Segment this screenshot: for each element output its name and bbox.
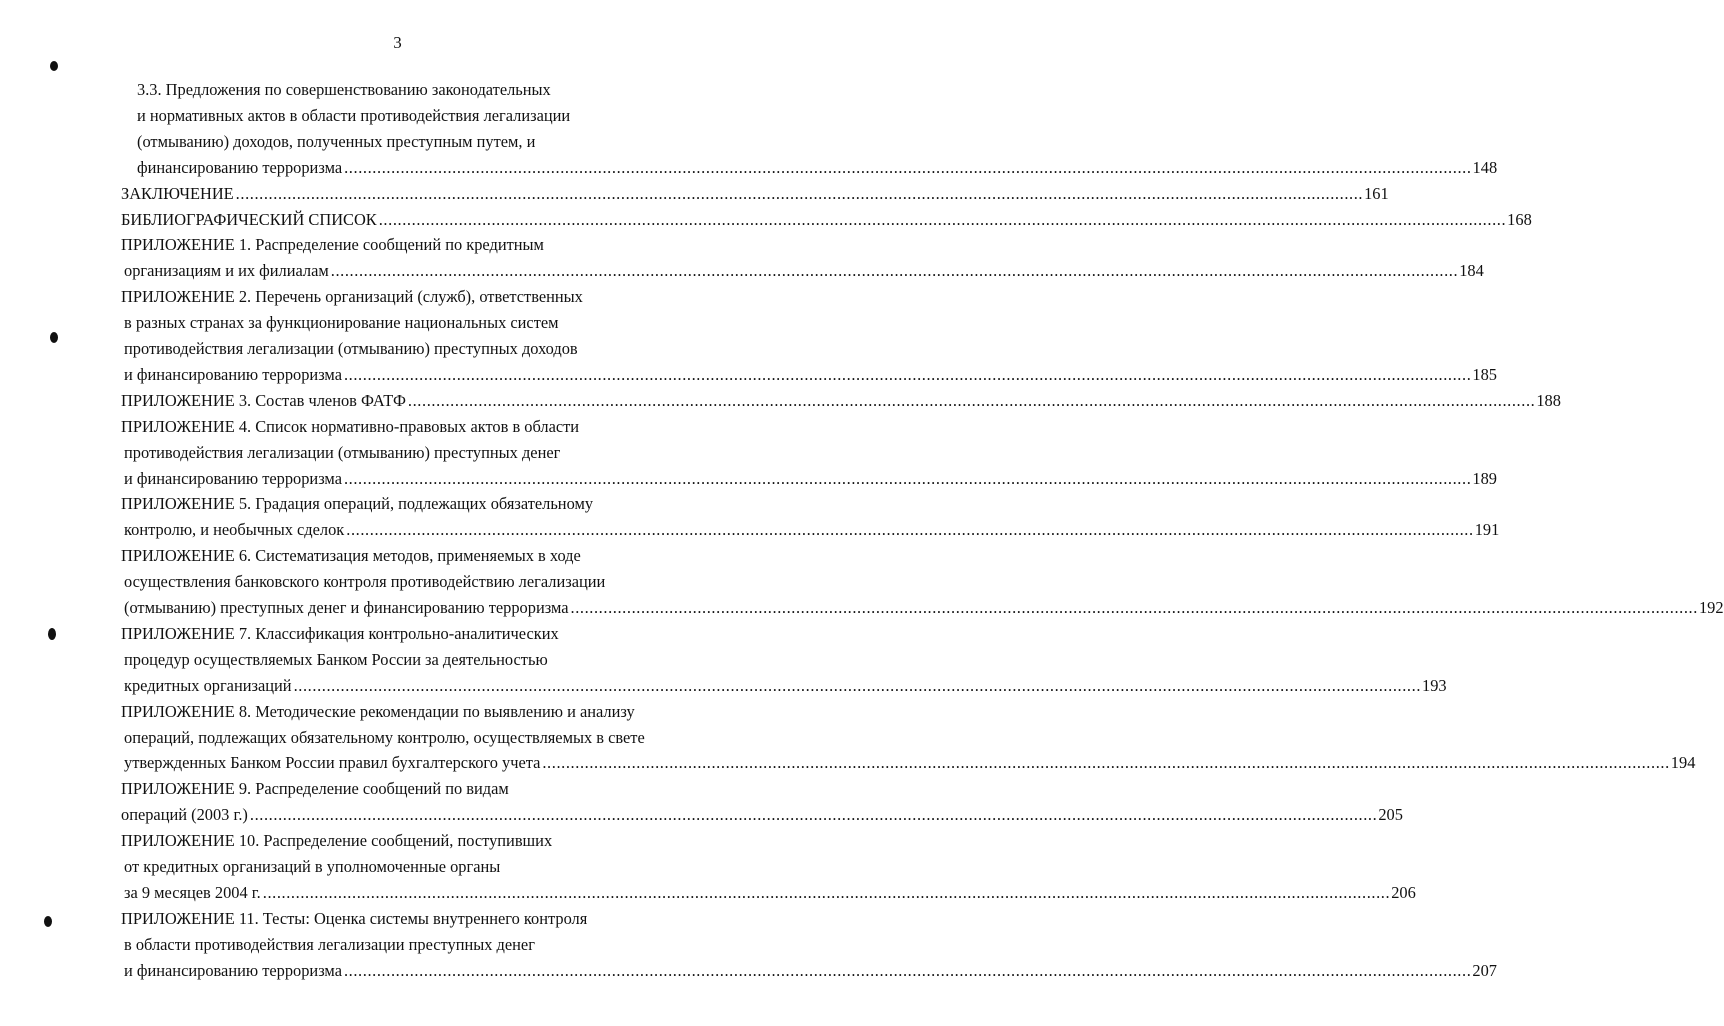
toc-entry-line: ПРИЛОЖЕНИЕ 7. Классификация контрольно-аналитических (121, 623, 559, 643)
dot-leader: ................................................................................................................................................................................................................................................ (407, 390, 1536, 410)
dot-leader: ................................................................................................................................................................................................................................................ (249, 805, 1378, 825)
toc-entry-last-line (124, 881, 1416, 905)
toc-entry-line: противодействия легализации (отмыванию) преступных денег (124, 442, 561, 462)
toc-entry-text: и финансированию терроризма (124, 468, 342, 488)
toc-entry-last-line (121, 389, 1561, 413)
toc-entry-line: ПРИЛОЖЕНИЕ 5. Градация операций, подлежащих обязательному (121, 494, 594, 514)
toc-entry-line: ПРИЛОЖЕНИЕ 11. Тесты: Оценка системы внутреннего контроля (121, 908, 588, 928)
toc-entry-last-line (124, 959, 1497, 983)
dot-leader: ................................................................................................................................................................................................................................................ (343, 960, 1472, 980)
toc-entry-line: в разных странах за функционирование национальных систем (124, 313, 559, 333)
dot-leader: ................................................................................................................................................................................................................................................ (344, 157, 1472, 177)
toc-entry-page: 148 (1472, 157, 1498, 177)
toc-entry-page: 188 (1536, 390, 1561, 410)
page-number: 3 (393, 33, 402, 52)
toc-entry-last-line (124, 259, 1484, 283)
toc-entry-line: ПРИЛОЖЕНИЕ 8. Методические рекомендации по выявлению и анализу (121, 701, 635, 721)
toc-entry-last-line (124, 363, 1497, 387)
toc-entry-line: ПРИЛОЖЕНИЕ 4. Список нормативно-правовых актов в области (121, 416, 580, 436)
toc-entry-line: ПРИЛОЖЕНИЕ 1. Распределение сообщений по кредитным (121, 235, 544, 255)
toc-entry-last-line (121, 208, 1532, 232)
toc-entry-line: ПРИЛОЖЕНИЕ 6. Систематизация методов, применяемых в ходе (121, 546, 581, 566)
toc-entry-text: утвержденных Банком России правил бухгалтерского учета (124, 753, 541, 773)
toc-entry-line: и нормативных актов в области противодействия легализации (137, 105, 571, 125)
toc-entry-text: кредитных организаций (124, 675, 292, 695)
toc-entry-line: ПРИЛОЖЕНИЕ 2. Перечень организаций (служб), ответственных (121, 287, 583, 307)
toc-entry-text: финансированию терроризма (137, 157, 343, 177)
dot-leader: ................................................................................................................................................................................................................................................ (330, 261, 1459, 281)
toc-entry-last-line (124, 751, 1696, 775)
toc-entry-page: 192 (1698, 598, 1724, 617)
toc-entry-line: 3.3. Предложения по совершенствованию законодательных (137, 80, 551, 99)
toc-entry-last-line (124, 674, 1447, 698)
toc-entry-text: ПРИЛОЖЕНИЕ 3. Состав членов ФАТФ (121, 390, 406, 410)
toc-entry-text: ЗАКЛЮЧЕНИЕ (121, 183, 234, 203)
toc-entry-page: 184 (1459, 261, 1484, 281)
toc-entry-page: 205 (1378, 805, 1403, 825)
dot-leader: ................................................................................................................................................................................................................................................ (235, 183, 1364, 203)
toc-entry-page: 191 (1474, 520, 1500, 540)
toc-entry-text: БИБЛИОГРАФИЧЕСКИЙ СПИСОК (121, 209, 377, 229)
toc-entry-page: 206 (1391, 882, 1416, 902)
dot-leader: ................................................................................................................................................................................................................................................ (378, 209, 1507, 229)
toc-entry-text: за 9 месяцев 2004 г. (124, 882, 261, 902)
toc-entry-line: ПРИЛОЖЕНИЕ 9. Распределение сообщений по видам (121, 779, 509, 799)
dot-leader: ................................................................................................................................................................................................................................................ (293, 675, 1422, 695)
toc-entry-line: ПРИЛОЖЕНИЕ 10. Распределение сообщений, поступивших (121, 831, 553, 851)
toc-entry-line: (отмыванию) доходов, полученных преступным путем, и (137, 131, 536, 151)
toc-entry-line: операций, подлежащих обязательному контролю, осуществляемых в свете (124, 727, 645, 747)
toc-entry-page: 207 (1472, 960, 1497, 980)
dot-leader: ................................................................................................................................................................................................................................................ (542, 753, 1670, 773)
toc-entry-last-line (137, 156, 1498, 180)
toc-entry-line: осуществления банковского контроля противодействию легализации (124, 572, 606, 592)
toc-entry-text: операций (2003 г.) (121, 805, 248, 825)
dot-leader: ................................................................................................................................................................................................................................................ (346, 520, 1474, 540)
toc-entry-line: противодействия легализации (отмыванию) преступных доходов (124, 339, 578, 358)
toc-entry-page: 194 (1670, 753, 1696, 773)
toc-entry-line: от кредитных организаций в уполномоченные органы (124, 857, 501, 876)
toc-entry-last-line (121, 803, 1403, 827)
toc-entry-text: контролю, и необычных сделок (124, 520, 345, 540)
toc-entry-last-line (121, 182, 1389, 206)
toc-entry-last-line (124, 518, 1500, 542)
toc-entry-line: процедур осуществляемых Банком России за деятельностью (124, 649, 548, 669)
toc-entry-page: 168 (1507, 209, 1532, 229)
toc-entry-page: 189 (1472, 468, 1497, 488)
toc-entry-text: организациям и их филиалам (124, 261, 329, 281)
toc-entry-line: в области противодействия легализации преступных денег (124, 934, 535, 954)
toc-entry-page: 185 (1472, 364, 1497, 384)
toc-entry-text: и финансированию терроризма (124, 364, 342, 384)
toc-entry-text: (отмыванию) преступных денег и финансированию терроризма (124, 598, 569, 617)
scan-mark (48, 628, 56, 640)
dot-leader: ................................................................................................................................................................................................................................................ (262, 882, 1391, 902)
toc-entry-last-line (124, 596, 1724, 620)
scan-mark (50, 61, 58, 71)
dot-leader: ................................................................................................................................................................................................................................................ (570, 598, 1698, 617)
dot-leader: ................................................................................................................................................................................................................................................ (343, 468, 1472, 488)
toc-entry-page: 193 (1422, 675, 1447, 695)
toc-entry-page: 161 (1364, 183, 1389, 203)
toc-entry-text: и финансированию терроризма (124, 960, 342, 980)
scan-mark (44, 916, 52, 927)
dot-leader: ................................................................................................................................................................................................................................................ (343, 364, 1472, 384)
toc-entry-last-line (124, 467, 1497, 491)
scan-mark (50, 332, 58, 343)
